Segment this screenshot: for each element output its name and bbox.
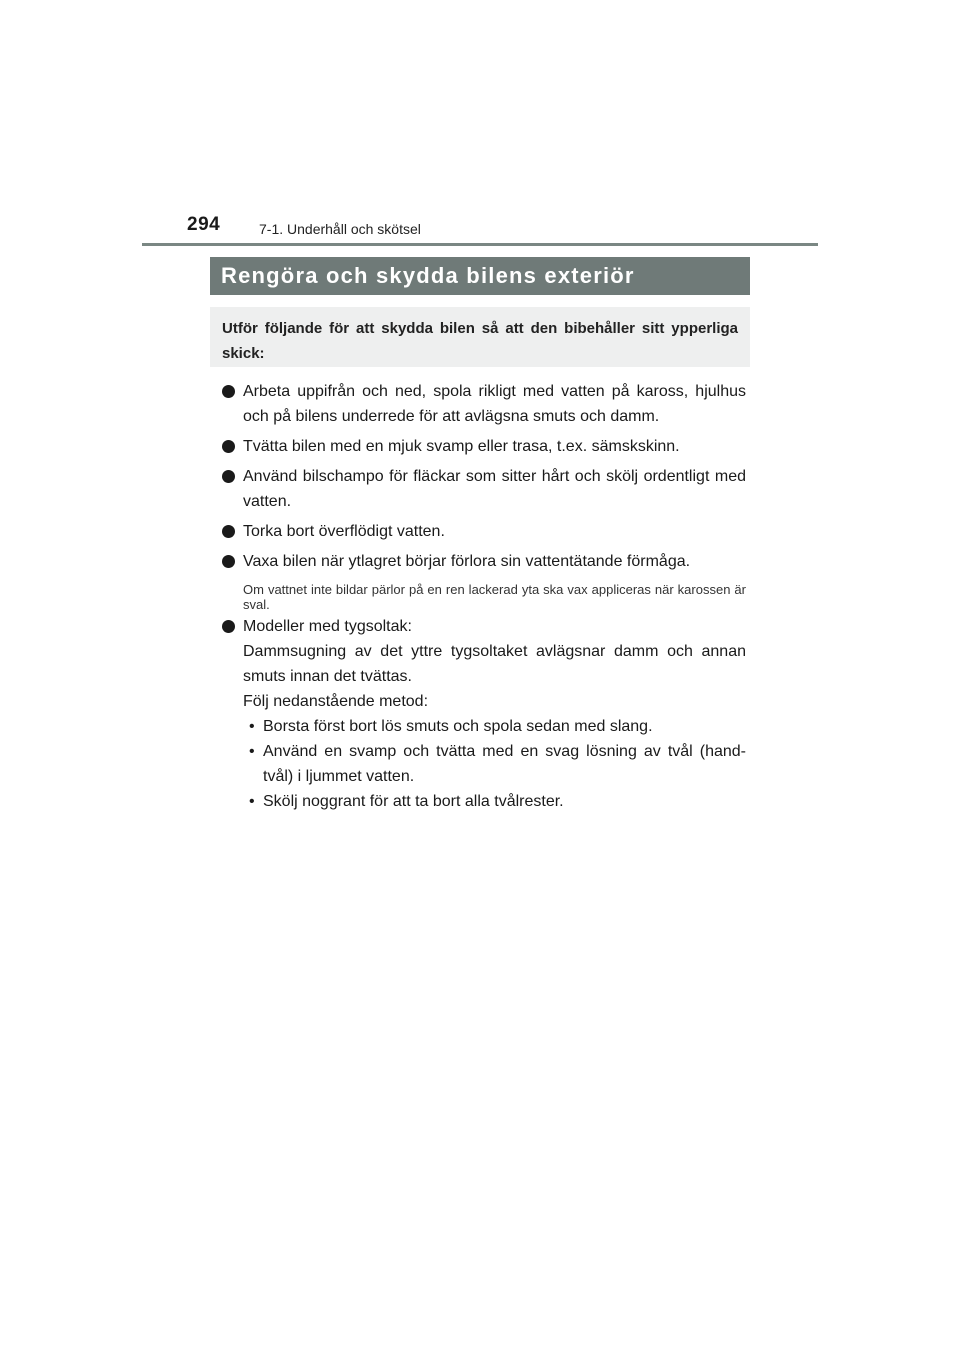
page-number: 294 — [187, 214, 221, 235]
method-step — [249, 739, 746, 789]
bullet-dot-icon — [222, 385, 235, 398]
bullet-dot-icon — [222, 470, 235, 483]
list-item — [222, 614, 746, 639]
bullet-dot-icon — [222, 555, 235, 568]
bullet-dot-icon — [222, 620, 235, 633]
bullet-dot-icon — [222, 440, 235, 453]
method-label: Följ nedanstående metod: — [243, 693, 429, 710]
method-step-text: Borsta först bort lös smuts och spola sedan med slang. — [263, 718, 653, 735]
list-item-text: Tvätta bilen med en mjuk svamp eller trasa, t.ex. sämskskinn. — [243, 438, 680, 455]
list-item — [222, 379, 746, 429]
title-bar — [210, 257, 750, 295]
bullet-icon: • — [249, 718, 255, 735]
intro-text: Utför följande för att skydda bilen så att den bibehåller sitt ypperliga skick: — [222, 320, 738, 362]
section-breadcrumb: 7-1. Underhåll och skötsel — [259, 221, 421, 237]
intro-box — [210, 307, 750, 367]
list-item — [222, 434, 746, 459]
page-title: Rengöra och skydda bilens exteriör — [221, 263, 635, 288]
method-step-text: Använd en svamp och tvätta med en svag lösning av tvål (hand-tvål) i ljummet vatten. — [263, 743, 746, 785]
header-divider — [142, 243, 818, 246]
method-step — [249, 789, 746, 814]
list-item-text: Torka bort överflödigt vatten. — [243, 523, 445, 540]
list-item-text: Vaxa bilen när ytlagret börjar förlora sin vattentätande förmåga. — [243, 553, 691, 570]
bullet-icon: • — [249, 793, 255, 810]
method-step-text: Skölj noggrant för att ta bort alla tvålrester. — [263, 793, 564, 810]
bullet-icon: • — [249, 743, 255, 760]
content — [222, 379, 746, 814]
wax-note: Om vattnet inte bildar pärlor på en ren lackerad yta ska vax appliceras när karossen är sval. — [243, 582, 746, 612]
method-step — [249, 714, 746, 739]
fabric-roof-heading: Modeller med tygsoltak: — [243, 618, 412, 635]
list-item — [222, 549, 746, 574]
list-item — [222, 464, 746, 514]
list-item — [222, 519, 746, 544]
fabric-roof-text: Dammsugning av det yttre tygsoltaket avlägsnar damm och annan smuts innan det tvättas. — [243, 643, 746, 685]
list-item-text: Använd bilschampo för fläckar som sitter hårt och skölj ordentligt med vatten. — [243, 468, 746, 510]
list-item-text: Arbeta uppifrån och ned, spola rikligt med vatten på kaross, hjulhus och på bilens underrede för att avlägsna smuts och damm. — [243, 383, 746, 425]
bullet-dot-icon — [222, 525, 235, 538]
